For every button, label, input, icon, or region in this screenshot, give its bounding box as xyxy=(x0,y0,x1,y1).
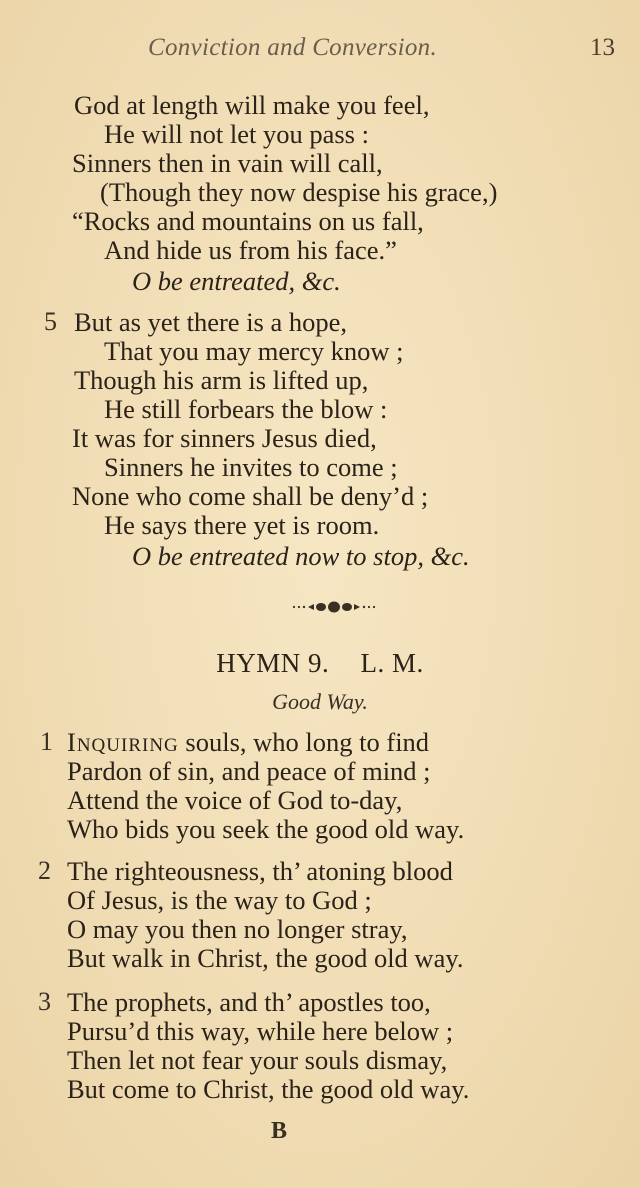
page-number: 13 xyxy=(590,34,615,61)
verse-line: He will not let you pass : xyxy=(104,119,369,149)
stanza-number: 1 xyxy=(40,727,53,756)
verse-line: Sinners he invites to come ; xyxy=(104,452,398,482)
refrain-line: O be entreated, &c. xyxy=(132,266,341,296)
verse-line: Then let not fear your souls dismay, xyxy=(67,1045,448,1075)
verse-line: Pardon of sin, and peace of mind ; xyxy=(67,756,431,786)
verse-line xyxy=(67,727,429,757)
verse-line: Though his arm is lifted up, xyxy=(74,365,369,395)
hymn-title xyxy=(0,648,640,679)
hymn-number: HYMN 9. xyxy=(216,648,330,678)
verse-line: God at length will make you feel, xyxy=(74,90,430,120)
verse-line: None who come shall be deny’d ; xyxy=(72,481,429,511)
verse-line: And hide us from his face.” xyxy=(104,235,397,265)
verse-line: That you may mercy know ; xyxy=(104,336,404,366)
verse-line: Who bids you seek the good old way. xyxy=(67,814,465,844)
stanza-number: 2 xyxy=(38,856,51,885)
verse-line: But walk in Christ, the good old way. xyxy=(67,943,464,973)
verse-line: But come to Christ, the good old way. xyxy=(67,1074,470,1104)
hymn-subtitle: Good Way. xyxy=(272,689,368,714)
hymn-meter: L. M. xyxy=(360,648,424,678)
verse-line: O may you then no longer stray, xyxy=(67,914,408,944)
stanza-number: 3 xyxy=(38,987,51,1016)
verse-line: “Rocks and mountains on us fall, xyxy=(72,206,424,236)
verse-line: Attend the voice of God to-day, xyxy=(67,785,403,815)
running-title: Conviction and Conversion. xyxy=(148,34,438,61)
verse-line: It was for sinners Jesus died, xyxy=(72,423,377,453)
verse-line: But as yet there is a hope, xyxy=(74,307,348,337)
verse-line-rest: souls, who long to find xyxy=(185,727,430,757)
verse-line: Pursu’d this way, while here below ; xyxy=(67,1016,454,1046)
verse-line: The righteousness, th’ atoning blood xyxy=(67,856,453,886)
verse-line: Sinners then in vain will call, xyxy=(72,148,383,178)
verse-line: He says there yet is room. xyxy=(104,510,380,540)
verse-line: (Though they now despise his grace,) xyxy=(100,177,498,207)
verse-line: Of Jesus, is the way to God ; xyxy=(67,885,372,915)
refrain-line: O be entreated now to stop, &c. xyxy=(132,541,470,571)
stanza-number: 5 xyxy=(44,307,57,336)
verse-line: The prophets, and th’ apostles too, xyxy=(67,987,431,1017)
ornament-divider xyxy=(290,598,380,616)
signature-mark: B xyxy=(271,1118,288,1144)
verse-line: He still forbears the blow : xyxy=(104,394,388,424)
drop-word: Inquiring xyxy=(67,727,179,757)
